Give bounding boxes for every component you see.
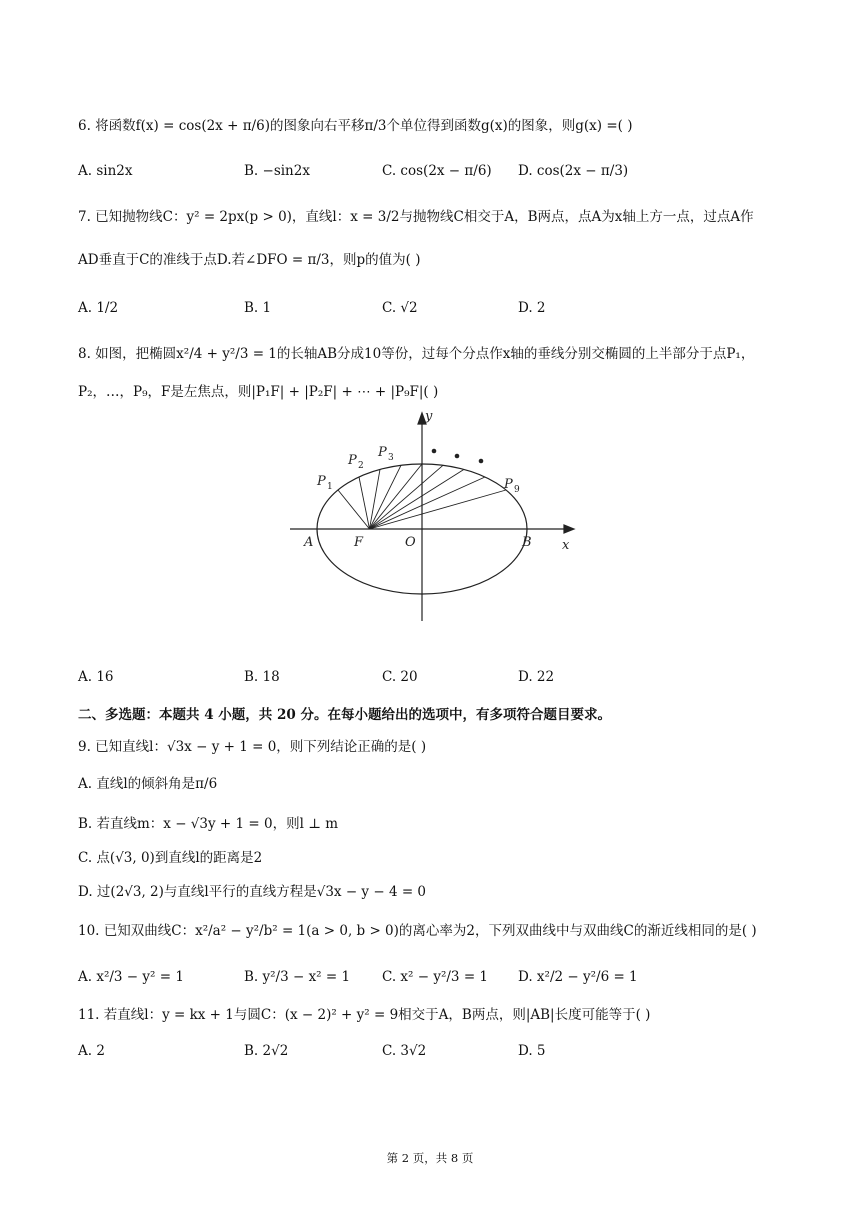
chord-p8 <box>370 477 486 529</box>
q9-option-c: C. 点(√3, 0)到直线l的距离是2 <box>78 850 263 866</box>
q8-stem-line1: 8. 如图，把椭圆x²/4 + y²/3 = 1的长轴AB分成10等份，过每个分点作x轴的垂线分别交椭圆的上半部分于点P₁， <box>78 346 755 362</box>
label-p1: P <box>317 474 326 489</box>
label-p3-sub: 3 <box>388 453 394 463</box>
section-heading: 二、多选题：本题共 4 小题，共 20 分。在每小题给出的选项中，有多项符合题目要求。 <box>78 707 611 723</box>
x-label: x <box>562 538 570 553</box>
q9-option-b: B. 若直线m：x − √3y + 1 = 0，则l ⊥ m <box>78 816 338 832</box>
q10-option-a: A. x²/3 − y² = 1 <box>78 969 184 985</box>
label-b: B <box>522 535 532 550</box>
label-a: A <box>304 535 314 550</box>
q8-stem-line2: P₂，…，P₉，F是左焦点，则|P₁F| + |P₂F| + ⋯ + |P₉F|( ) <box>78 384 439 400</box>
ellipse-figure <box>286 403 586 625</box>
q6-option-d: D. cos(2x − π/3) <box>518 163 629 179</box>
q10-option-c: C. x² − y²/3 = 1 <box>382 969 489 985</box>
label-p9: P <box>504 477 513 492</box>
label-f: F <box>354 535 364 550</box>
chord-p5 <box>370 464 423 529</box>
q9-stem: 9. 已知直线l：√3x − y + 1 = 0，则下列结论正确的是( ) <box>78 739 427 755</box>
dot <box>432 449 437 454</box>
q11-option-c: C. 3√2 <box>382 1043 427 1059</box>
chord-p1 <box>338 490 370 529</box>
page-footer: 第 2 页，共 8 页 <box>386 1151 474 1165</box>
q7-option-a: A. 1/2 <box>78 300 119 316</box>
q7-option-c: C. √2 <box>382 300 418 316</box>
label-p9-sub: 9 <box>514 485 520 495</box>
q7-stem-line2: AD垂直于C的准线于点D.若∠DFO = π/3，则p的值为( ) <box>78 252 421 268</box>
q11-stem: 11. 若直线l：y = kx + 1与圆C：(x − 2)² + y² = 9相交于A，B两点，则|AB|长度可能等于( ) <box>78 1007 651 1023</box>
q8-option-b: B. 18 <box>244 669 280 685</box>
chord-p2 <box>359 477 370 529</box>
chord-p6 <box>370 465 444 529</box>
chord-p9 <box>370 490 507 529</box>
chord-p3 <box>370 469 381 529</box>
x-axis-arrow <box>564 525 574 533</box>
q6-option-a: A. sin2x <box>78 163 133 179</box>
q8-option-d: D. 22 <box>518 669 555 685</box>
q10-option-b: B. y²/3 − x² = 1 <box>244 969 351 985</box>
dot <box>479 459 484 464</box>
q6-stem: 6. 将函数f(x) = cos(2x + π/6)的图象向右平移π/3个单位得到函数g(x)的图象，则g(x) =( ) <box>78 118 633 134</box>
y-label: y <box>425 409 433 424</box>
q7-option-b: B. 1 <box>244 300 272 316</box>
ellipsis-dots <box>432 449 484 464</box>
q11-option-d: D. 5 <box>518 1043 546 1059</box>
q10-option-d: D. x²/2 − y²/6 = 1 <box>518 969 638 985</box>
q8-option-a: A. 16 <box>78 669 114 685</box>
chord-p7 <box>370 469 465 529</box>
q9-option-a: A. 直线l的倾斜角是π/6 <box>78 776 218 792</box>
q6-option-b: B. −sin2x <box>244 163 310 179</box>
q6-option-c: C. cos(2x − π/6) <box>382 163 492 179</box>
q7-option-d: D. 2 <box>518 300 546 316</box>
dot <box>455 454 460 459</box>
label-p1-sub: 1 <box>327 482 333 492</box>
q11-option-a: A. 2 <box>78 1043 105 1059</box>
q8-option-c: C. 20 <box>382 669 418 685</box>
q11-option-b: B. 2√2 <box>244 1043 289 1059</box>
q7-stem-line1: 7. 已知抛物线C：y² = 2px(p > 0)，直线l：x = 3/2与抛物线C相交于A，B两点，点A为x轴上方一点，过点A作 <box>78 209 754 225</box>
label-p2: P <box>348 453 357 468</box>
q10-stem: 10. 已知双曲线C：x²/a² − y²/b² = 1(a > 0, b > 0)的离心率为2，下列双曲线中与双曲线C的渐近线相同的是( ) <box>78 923 757 939</box>
label-p3: P <box>378 445 387 460</box>
label-p2-sub: 2 <box>358 461 364 471</box>
q9-option-d: D. 过(2√3, 2)与直线l平行的直线方程是√3x − y − 4 = 0 <box>78 884 427 900</box>
label-o: O <box>405 535 416 550</box>
